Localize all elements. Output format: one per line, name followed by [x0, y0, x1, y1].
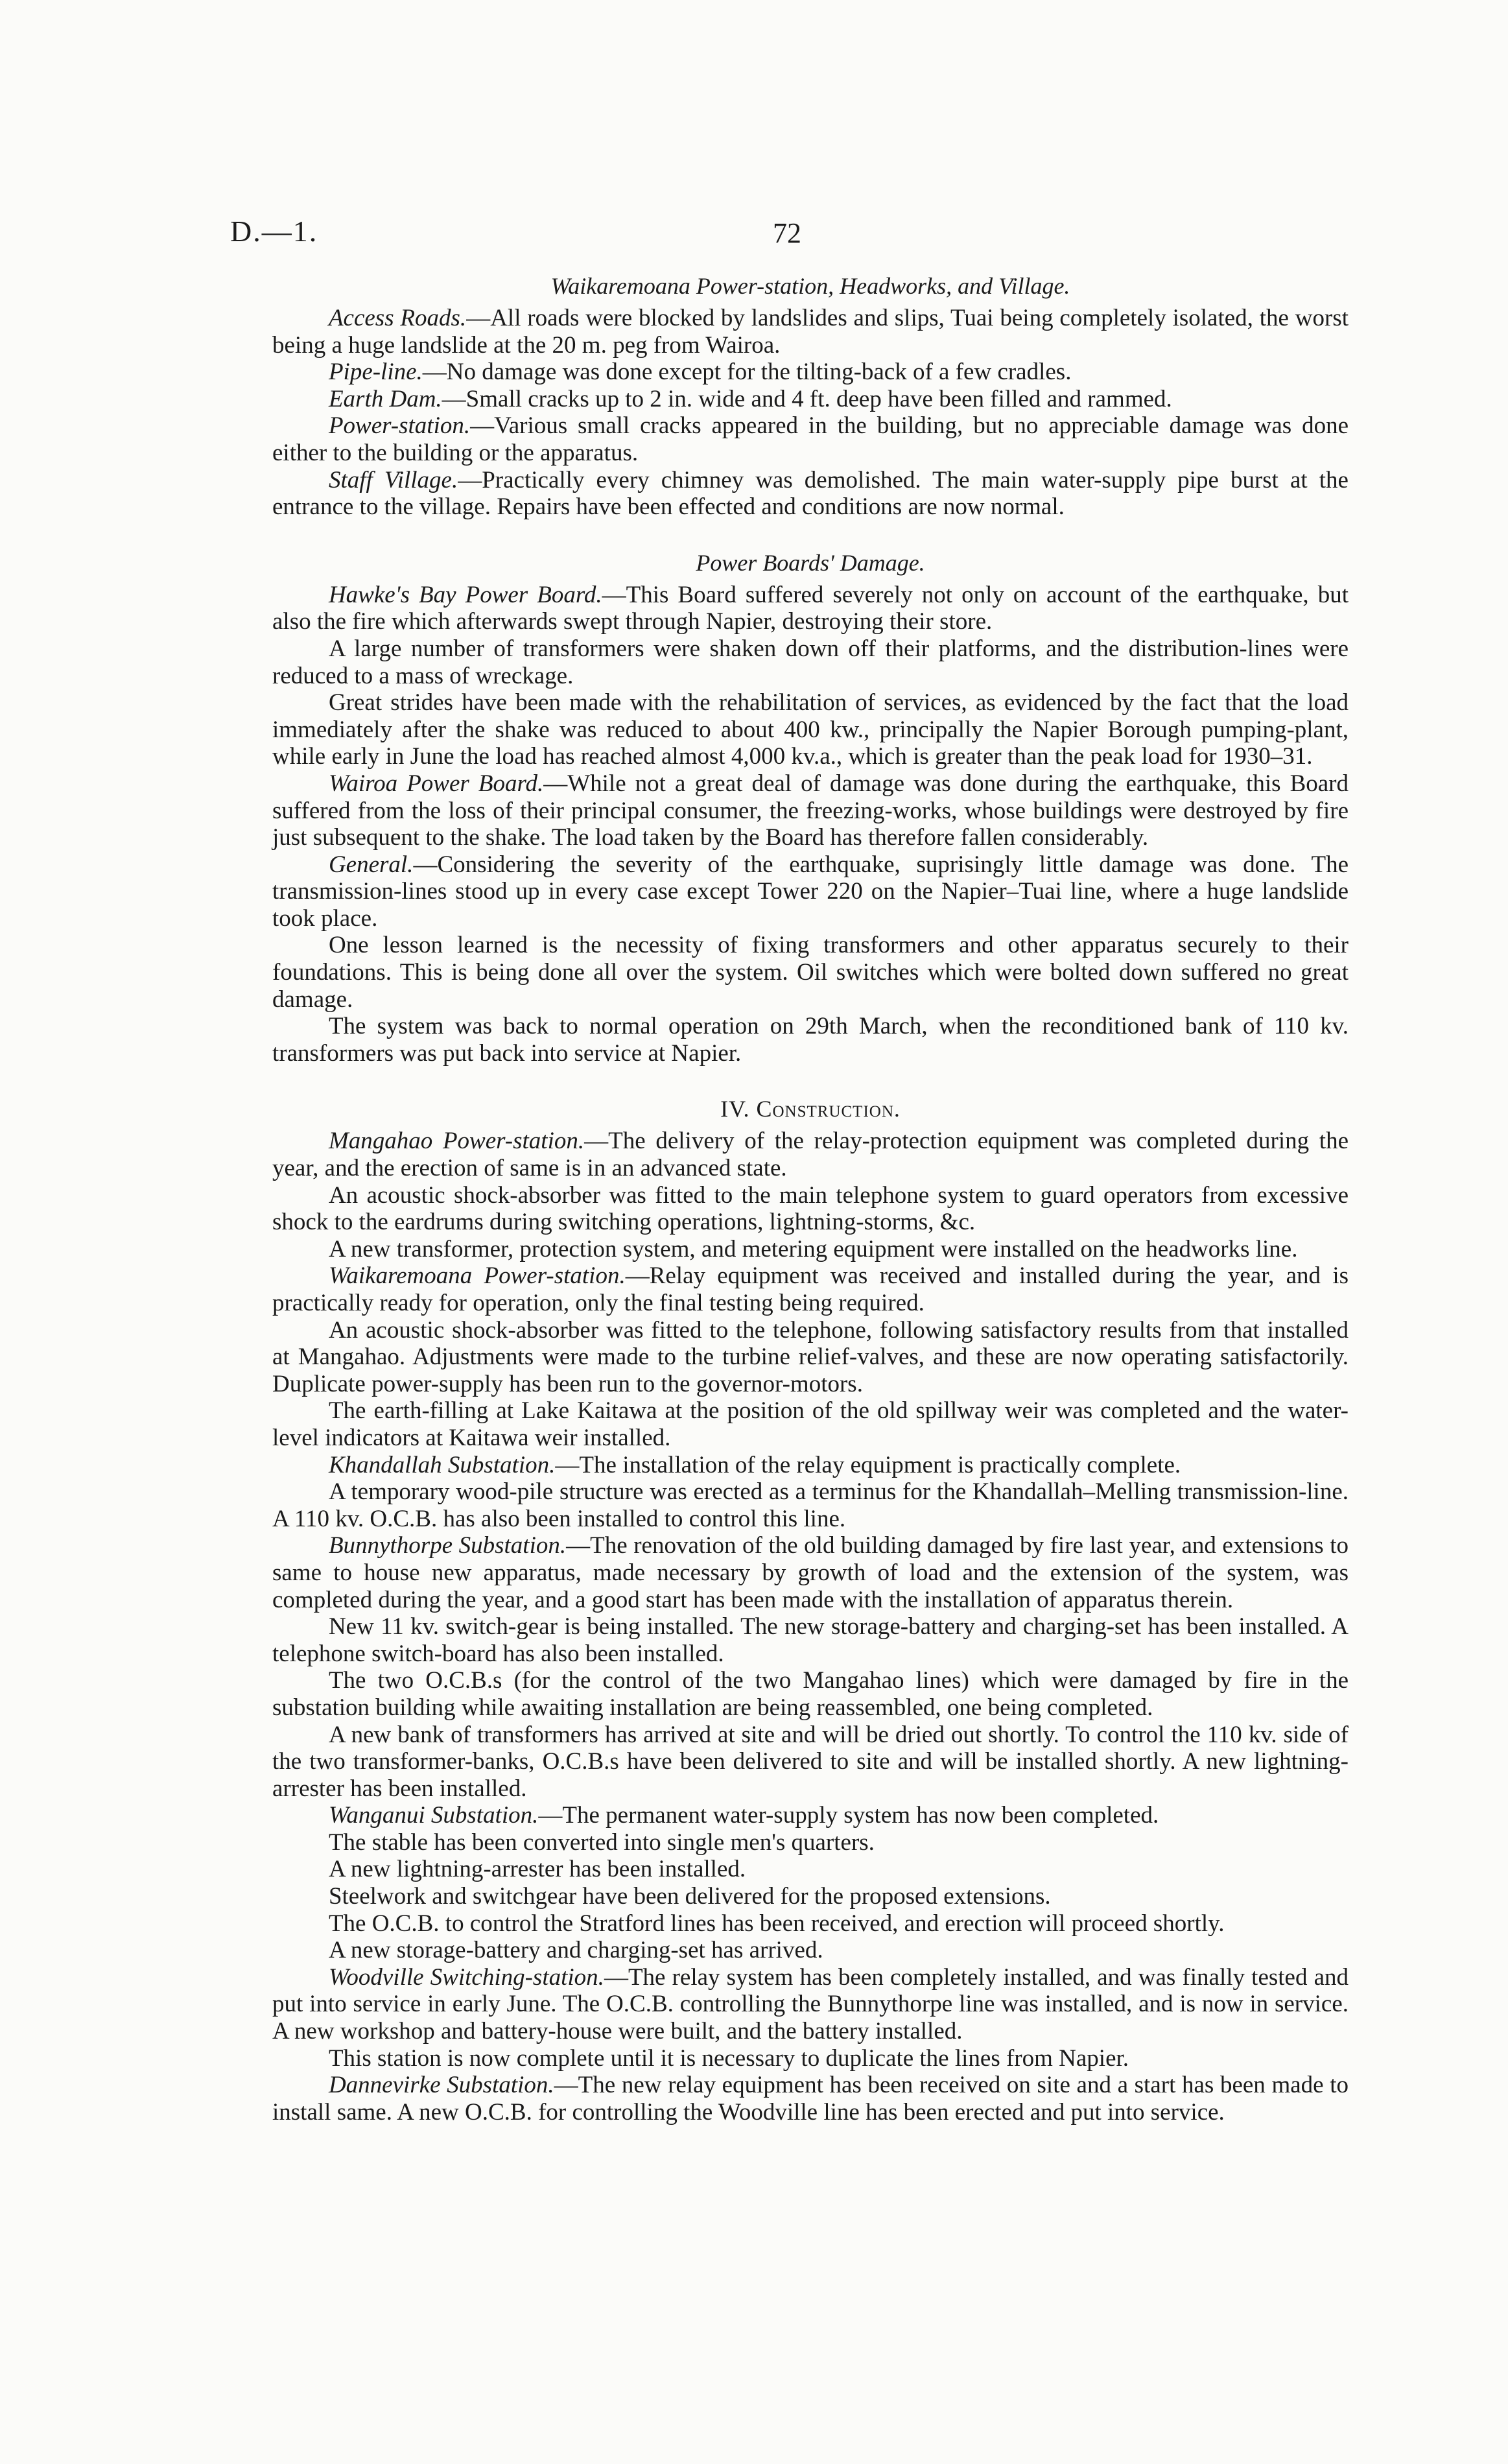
- paragraph: [272, 1613, 1349, 1667]
- paragraph: [272, 1236, 1349, 1263]
- paragraph-text: The earth-filling at Lake Kaitawa at the position of the old spillway weir was completed and the water-level indicators at Kaitawa weir installed.: [272, 1397, 1349, 1451]
- section-title-text: IV. Construction.: [720, 1096, 901, 1122]
- paragraph-text: Great strides have been made with the rehabilitation of services, as evidenced by the fact that the load immediately after the shake was reduced to about 400 kw., principally the Napier Borough pumping-plant, while early in June the load has reached almost 4,000 kv.a., which is greater than the peak load for 1930–31.: [272, 689, 1349, 770]
- section-title: [272, 1095, 1349, 1122]
- paragraph-heading: Hawke's Bay Power Board.: [328, 581, 602, 608]
- paragraph: [272, 386, 1349, 413]
- paragraph-text: —The installation of the relay equipment is practically complete.: [555, 1451, 1181, 1478]
- paragraph-text: —The renovation of the old building damaged by fire last year, and extensions to same to house new apparatus, made necessary by growth of load and the extension of the system, was completed during the year, and a good start has been made with the installation of apparatus therein.: [272, 1532, 1349, 1613]
- paragraph: [272, 1397, 1349, 1451]
- paragraph: [272, 467, 1349, 521]
- paragraph: [272, 932, 1349, 1013]
- paragraph-text: —Small cracks up to 2 in. wide and 4 ft. deep have been filled and rammed.: [442, 385, 1172, 412]
- page-number: 72: [773, 217, 801, 249]
- paragraph-text: —The delivery of the relay-protection equipment was completed during the year, and the erection of same is in an advanced state.: [272, 1128, 1349, 1182]
- paragraph-heading: Wanganui Substation.: [328, 1802, 539, 1829]
- paragraph: [272, 2045, 1349, 2072]
- paragraph-text: The two O.C.B.s (for the control of the two Mangahao lines) which were damaged by fire in the substation building while awaiting installation are being reassembled, one being completed.: [272, 1667, 1349, 1721]
- section-spacer: [272, 1067, 1349, 1095]
- paragraph: [272, 1802, 1349, 1829]
- paragraph-text: The stable has been converted into single men's quarters.: [328, 1829, 875, 1856]
- paragraph-text: A new lightning-arrester has been installed.: [328, 1856, 746, 1883]
- paragraph: [272, 1722, 1349, 1803]
- paragraph-text: The O.C.B. to control the Stratford lines has been received, and erection will proceed shortly.: [328, 1910, 1225, 1937]
- paragraph: [272, 1128, 1349, 1181]
- paragraph: [272, 1829, 1349, 1856]
- paragraph: [272, 359, 1349, 386]
- paragraph: [272, 1856, 1349, 1883]
- paragraph-text: This station is now complete until it is necessary to duplicate the lines from Napier.: [328, 2044, 1129, 2072]
- document-body: [272, 272, 1349, 2126]
- paragraph: [272, 1964, 1349, 2045]
- paragraph-text: —Relay equipment was received and installed during the year, and is practically ready for operation, only the final testing being required.: [272, 1262, 1349, 1316]
- paragraph-text: A new storage-battery and charging-set has arrived.: [328, 1937, 823, 1964]
- paragraph-heading: Bunnythorpe Substation.: [328, 1532, 567, 1559]
- paragraph: [272, 2072, 1349, 2126]
- paragraph: [272, 689, 1349, 770]
- paragraph-heading: Wairoa Power Board.: [328, 770, 544, 797]
- section-title: Waikaremoana Power-station, Headworks, and Village.: [550, 273, 1070, 299]
- paragraph: [272, 1317, 1349, 1398]
- paragraph-text: An acoustic shock-absorber was fitted to the telephone, following satisfactory results from that installed at Mangahao. Adjustments were made to the turbine relief-valves, and these are now operating satisfactorily. Duplicate power-supply has been run to the governor-motors.: [272, 1316, 1349, 1397]
- section-waikaremoana: [272, 272, 1349, 521]
- paragraph-text: —Various small cracks appeared in the building, but no appreciable damage was done either to the building or the apparatus.: [272, 412, 1349, 466]
- paragraph: [272, 1910, 1349, 1937]
- paragraph-heading: Pipe-line.: [328, 359, 423, 386]
- paragraph-text: —Considering the severity of the earthquake, suprisingly little damage was done. The transmission-lines stood up in every case except Tower 220 on the Napier–Tuai line, where a huge landslide took place.: [272, 851, 1349, 932]
- paragraph-text: One lesson learned is the necessity of fixing transformers and other apparatus securely to their foundations. This is being done all over the system. Oil switches which were bolted down suffered no great damage.: [272, 932, 1349, 1013]
- paragraph-text: A new bank of transformers has arrived at site and will be dried out shortly. To control the 110 kv. side of the two transformer-banks, O.C.B.s have been delivered to site and will be installed shortly. A new lightning-arrester has been installed.: [272, 1721, 1349, 1802]
- paragraph-text: —The permanent water-supply system has now been completed.: [538, 1802, 1159, 1829]
- section-title: Power Boards' Damage.: [696, 549, 925, 576]
- paragraph: [272, 1937, 1349, 1964]
- paragraph-heading: General.: [328, 851, 414, 878]
- paragraph-text: A temporary wood-pile structure was erected as a terminus for the Khandallah–Melling transmission-line. A 110 kv. O.C.B. has also been installed to control this line.: [272, 1478, 1349, 1532]
- paragraph: [272, 770, 1349, 851]
- paragraph: [272, 1452, 1349, 1479]
- paragraph-text: —All roads were blocked by landslides and slips, Tuai being completely isolated, the worst being a huge landslide at the 20 m. peg from Wairoa.: [272, 305, 1349, 359]
- paragraph-text: —This Board suffered severely not only on account of the earthquake, but also the fire which afterwards swept through Napier, destroying their store.: [272, 581, 1349, 635]
- paragraph: [272, 1013, 1349, 1067]
- paragraph-heading: Staff Village.: [328, 466, 458, 493]
- paragraph-text: Steelwork and switchgear have been delivered for the proposed extensions.: [328, 1883, 1051, 1910]
- paragraph-text: An acoustic shock-absorber was fitted to the main telephone system to guard operators from excessive shock to the eardrums during switching operations, lightning-storms, &c.: [272, 1181, 1349, 1236]
- paragraph: [272, 305, 1349, 359]
- paragraph-text: A large number of transformers were shaken down off their platforms, and the distribution-lines were reduced to a mass of wreckage.: [272, 635, 1349, 689]
- paragraph-heading: Earth Dam.: [328, 385, 442, 412]
- paragraph: [272, 1182, 1349, 1236]
- paragraph-text: —No damage was done except for the tilting-back of a few cradles.: [422, 359, 1072, 386]
- paragraph: [272, 1262, 1349, 1316]
- paragraph-heading: Waikaremoana Power-station.: [328, 1262, 626, 1290]
- paragraph: [272, 1532, 1349, 1613]
- paragraph: [272, 851, 1349, 932]
- paragraph-text: —The relay system has been completely installed, and was finally tested and put into service in early June. The O.C.B. controlling the Bunnythorpe line was installed, and is now in service. A new workshop and battery-house were built, and the battery installed.: [272, 1963, 1349, 2045]
- paragraph-heading: Dannevirke Substation.: [328, 2072, 554, 2099]
- section-construction: [272, 1095, 1349, 2126]
- paragraph-heading: Access Roads.: [328, 305, 467, 331]
- paragraph: [272, 1667, 1349, 1721]
- section-spacer: [272, 521, 1349, 549]
- paragraph-text: The system was back to normal operation on 29th March, when the reconditioned bank of 110 kv. transformers was put back into service at Napier.: [272, 1013, 1349, 1067]
- paragraph-text: —The new relay equipment has been received on site and a start has been made to install same. A new O.C.B. for controlling the Woodville line has been erected and put into service.: [272, 2072, 1349, 2126]
- paragraph-text: —While not a great deal of damage was done during the earthquake, this Board suffered from the loss of their principal consumer, the freezing-works, whose buildings were destroyed by fire just subsequent to the shake. The load taken by the Board has therefore fallen considerably.: [272, 770, 1349, 851]
- paragraph: [272, 412, 1349, 466]
- paragraph: [272, 582, 1349, 635]
- section-power-boards: [272, 549, 1349, 1067]
- paragraph: [272, 1478, 1349, 1532]
- paragraph-heading: Khandallah Substation.: [328, 1451, 556, 1478]
- paragraph: [272, 1883, 1349, 1910]
- paragraph-text: New 11 kv. switch-gear is being installed. The new storage-battery and charging-set has been installed. A telephone switch-board has also been installed.: [272, 1613, 1349, 1667]
- document-reference: D.—1.: [230, 215, 318, 248]
- paragraph-heading: Mangahao Power-station.: [328, 1128, 585, 1155]
- paragraph-text: —Practically every chimney was demolished. The main water-supply pipe burst at the entrance to the village. Repairs have been effected and conditions are now normal.: [272, 466, 1349, 521]
- paragraph-heading: Power-station.: [328, 412, 471, 440]
- paragraph: [272, 635, 1349, 689]
- paragraph-heading: Woodville Switching-station.: [328, 1963, 604, 1991]
- paragraph-text: A new transformer, protection system, and metering equipment were installed on the headworks line.: [328, 1235, 1298, 1262]
